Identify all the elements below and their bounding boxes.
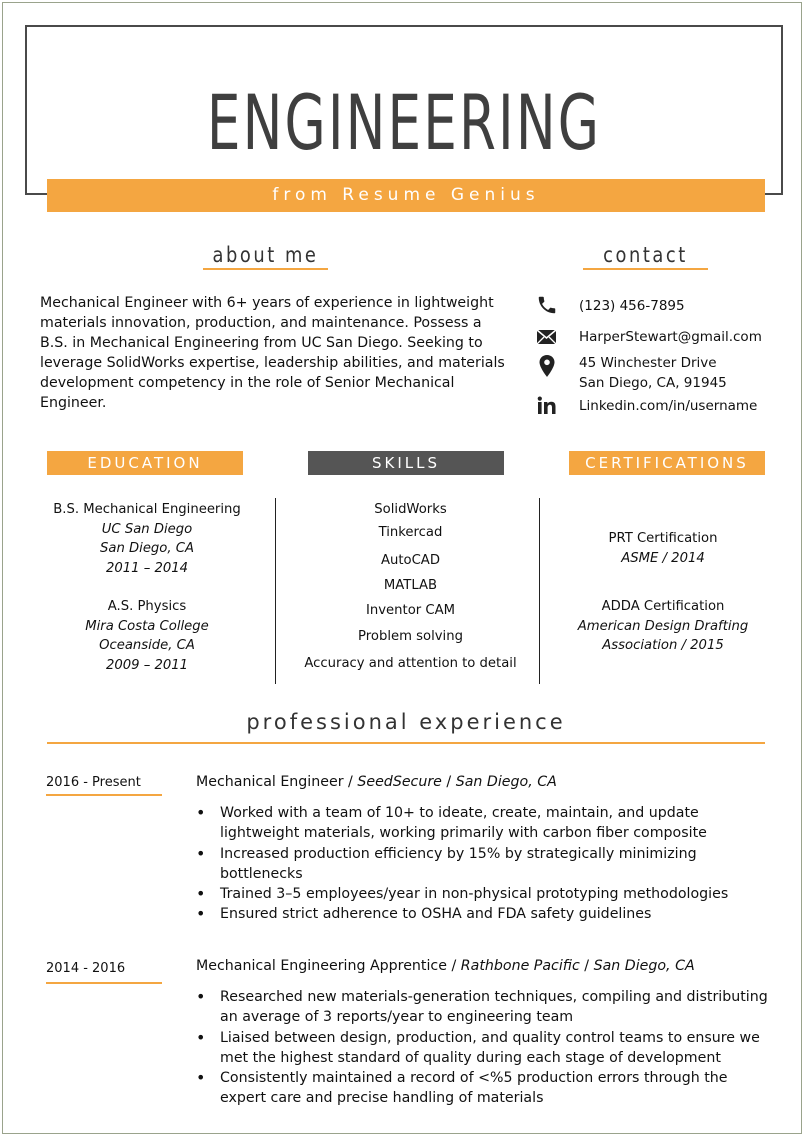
education-location: Oceanside, CA — [99, 638, 195, 653]
job-bullet: • Increased production efficiency by 15% by strategically minimizing bottlenecks — [196, 844, 776, 885]
skill-item: MATLAB — [383, 578, 438, 593]
experience-heading: professional experience — [246, 710, 566, 734]
phone-icon — [535, 294, 561, 316]
education-location: San Diego, CA — [100, 541, 194, 556]
job-title: Mechanical Engineering Apprentice — [196, 958, 447, 974]
contact-linkedin-row — [535, 395, 757, 417]
skills-heading: SKILLS — [308, 451, 504, 475]
contact-address-row — [535, 353, 727, 393]
job-location: San Diego, CA — [455, 774, 557, 790]
map-pin-icon — [535, 353, 561, 383]
job-bullet: • Liaised between design, production, and quality control teams to ensure we met the highest standard of quality during each stage of development — [196, 1028, 776, 1069]
skill-item: Accuracy and attention to detail — [304, 656, 517, 671]
education-years: 2011 – 2014 — [105, 560, 189, 576]
job-dates: 2014 - 2016 — [46, 961, 126, 976]
job-date-underline — [46, 982, 162, 984]
job-bullet: • Consistently maintained a record of <%5 production errors through the expert care and precise handling of materials — [196, 1068, 776, 1109]
education-entry — [47, 597, 247, 675]
certification-entry — [563, 529, 763, 568]
skill-item: Tinkercad — [378, 525, 443, 540]
envelope-icon — [535, 326, 561, 348]
job-dates: 2016 - Present — [46, 775, 141, 790]
skill-item: Problem solving — [358, 629, 463, 644]
contact-phone-row — [535, 294, 685, 316]
education-entry — [47, 500, 247, 578]
page-title: ENGINEERING — [206, 78, 602, 167]
job-title: Mechanical Engineer — [196, 774, 344, 790]
contact-email[interactable]: HarperStewart@gmail.com — [579, 329, 762, 345]
certification-entry — [563, 597, 763, 656]
about-underline — [203, 268, 328, 270]
contact-linkedin[interactable]: Linkedin.com/in/username — [579, 398, 758, 414]
title-box — [25, 25, 783, 195]
job-bullet: • Ensured strict adherence to OSHA and FDA safety guidelines — [196, 904, 776, 924]
column-divider-right — [539, 498, 540, 684]
contact-address-line1: 45 Winchester Drive — [579, 355, 717, 371]
job-date-underline — [46, 794, 162, 796]
job-bullet: • Worked with a team of 10+ to ideate, create, maintain, and update lightweight materials, working primarily with carbon fiber composite — [196, 803, 776, 844]
resume-page — [2, 2, 802, 1134]
skill-item: SolidWorks — [374, 502, 447, 517]
skill-item: Inventor CAM — [366, 603, 455, 618]
contact-email-row — [535, 326, 762, 348]
certification-name: PRT Certification — [608, 531, 718, 546]
certification-issuer-cont: Association / 2015 — [602, 638, 724, 653]
column-divider-left — [275, 498, 276, 684]
certification-issuer: American Design Drafting — [577, 618, 749, 634]
contact-phone[interactable]: (123) 456-7895 — [579, 298, 685, 314]
education-degree: B.S. Mechanical Engineering — [53, 502, 241, 517]
certification-name: ADDA Certification — [601, 599, 725, 614]
linkedin-icon — [535, 395, 561, 417]
certifications-heading: CERTIFICATIONS — [569, 451, 765, 475]
contact-underline — [583, 268, 708, 270]
education-school: UC San Diego — [101, 521, 193, 537]
education-years: 2009 – 2011 — [105, 657, 189, 673]
education-school: Mira Costa College — [85, 618, 209, 634]
about-heading: about me — [212, 243, 319, 267]
job-bullet: • Trained 3–5 employees/year in non-physical prototyping methodologies — [196, 884, 776, 904]
certification-issuer: ASME / 2014 — [621, 550, 705, 566]
education-degree: A.S. Physics — [107, 599, 187, 614]
subtitle-banner: from Resume Genius — [47, 179, 765, 212]
job-location: San Diego, CA — [593, 958, 695, 974]
job-heading: Mechanical Engineering Apprentice / Rathbone Pacific / San Diego, CA — [196, 958, 695, 974]
job-company: Rathbone Pacific — [460, 958, 580, 974]
job-bullets — [196, 987, 776, 1109]
education-heading: EDUCATION — [47, 451, 243, 475]
skill-item: AutoCAD — [380, 553, 440, 568]
about-text: Mechanical Engineer with 6+ years of experience in lightweight materials innovation, production, and maintenance. Possess a B.S. in Mechanical Engineering from UC San Diego. Seeking to leverage SolidWorks expertise, leadership abilities, and materials development competency in the role of Senior Mechanical Engineer. — [40, 295, 505, 411]
job-company: SeedSecure — [357, 774, 442, 790]
job-heading: Mechanical Engineer / SeedSecure / San Diego, CA — [196, 774, 557, 790]
contact-heading: contact — [603, 243, 688, 267]
job-bullets — [196, 803, 776, 925]
experience-rule — [47, 742, 765, 744]
job-bullet: • Researched new materials-generation techniques, compiling and distributing an average of 3 reports/year to engineering team — [196, 987, 776, 1028]
contact-address-line2: San Diego, CA, 91945 — [579, 375, 727, 391]
